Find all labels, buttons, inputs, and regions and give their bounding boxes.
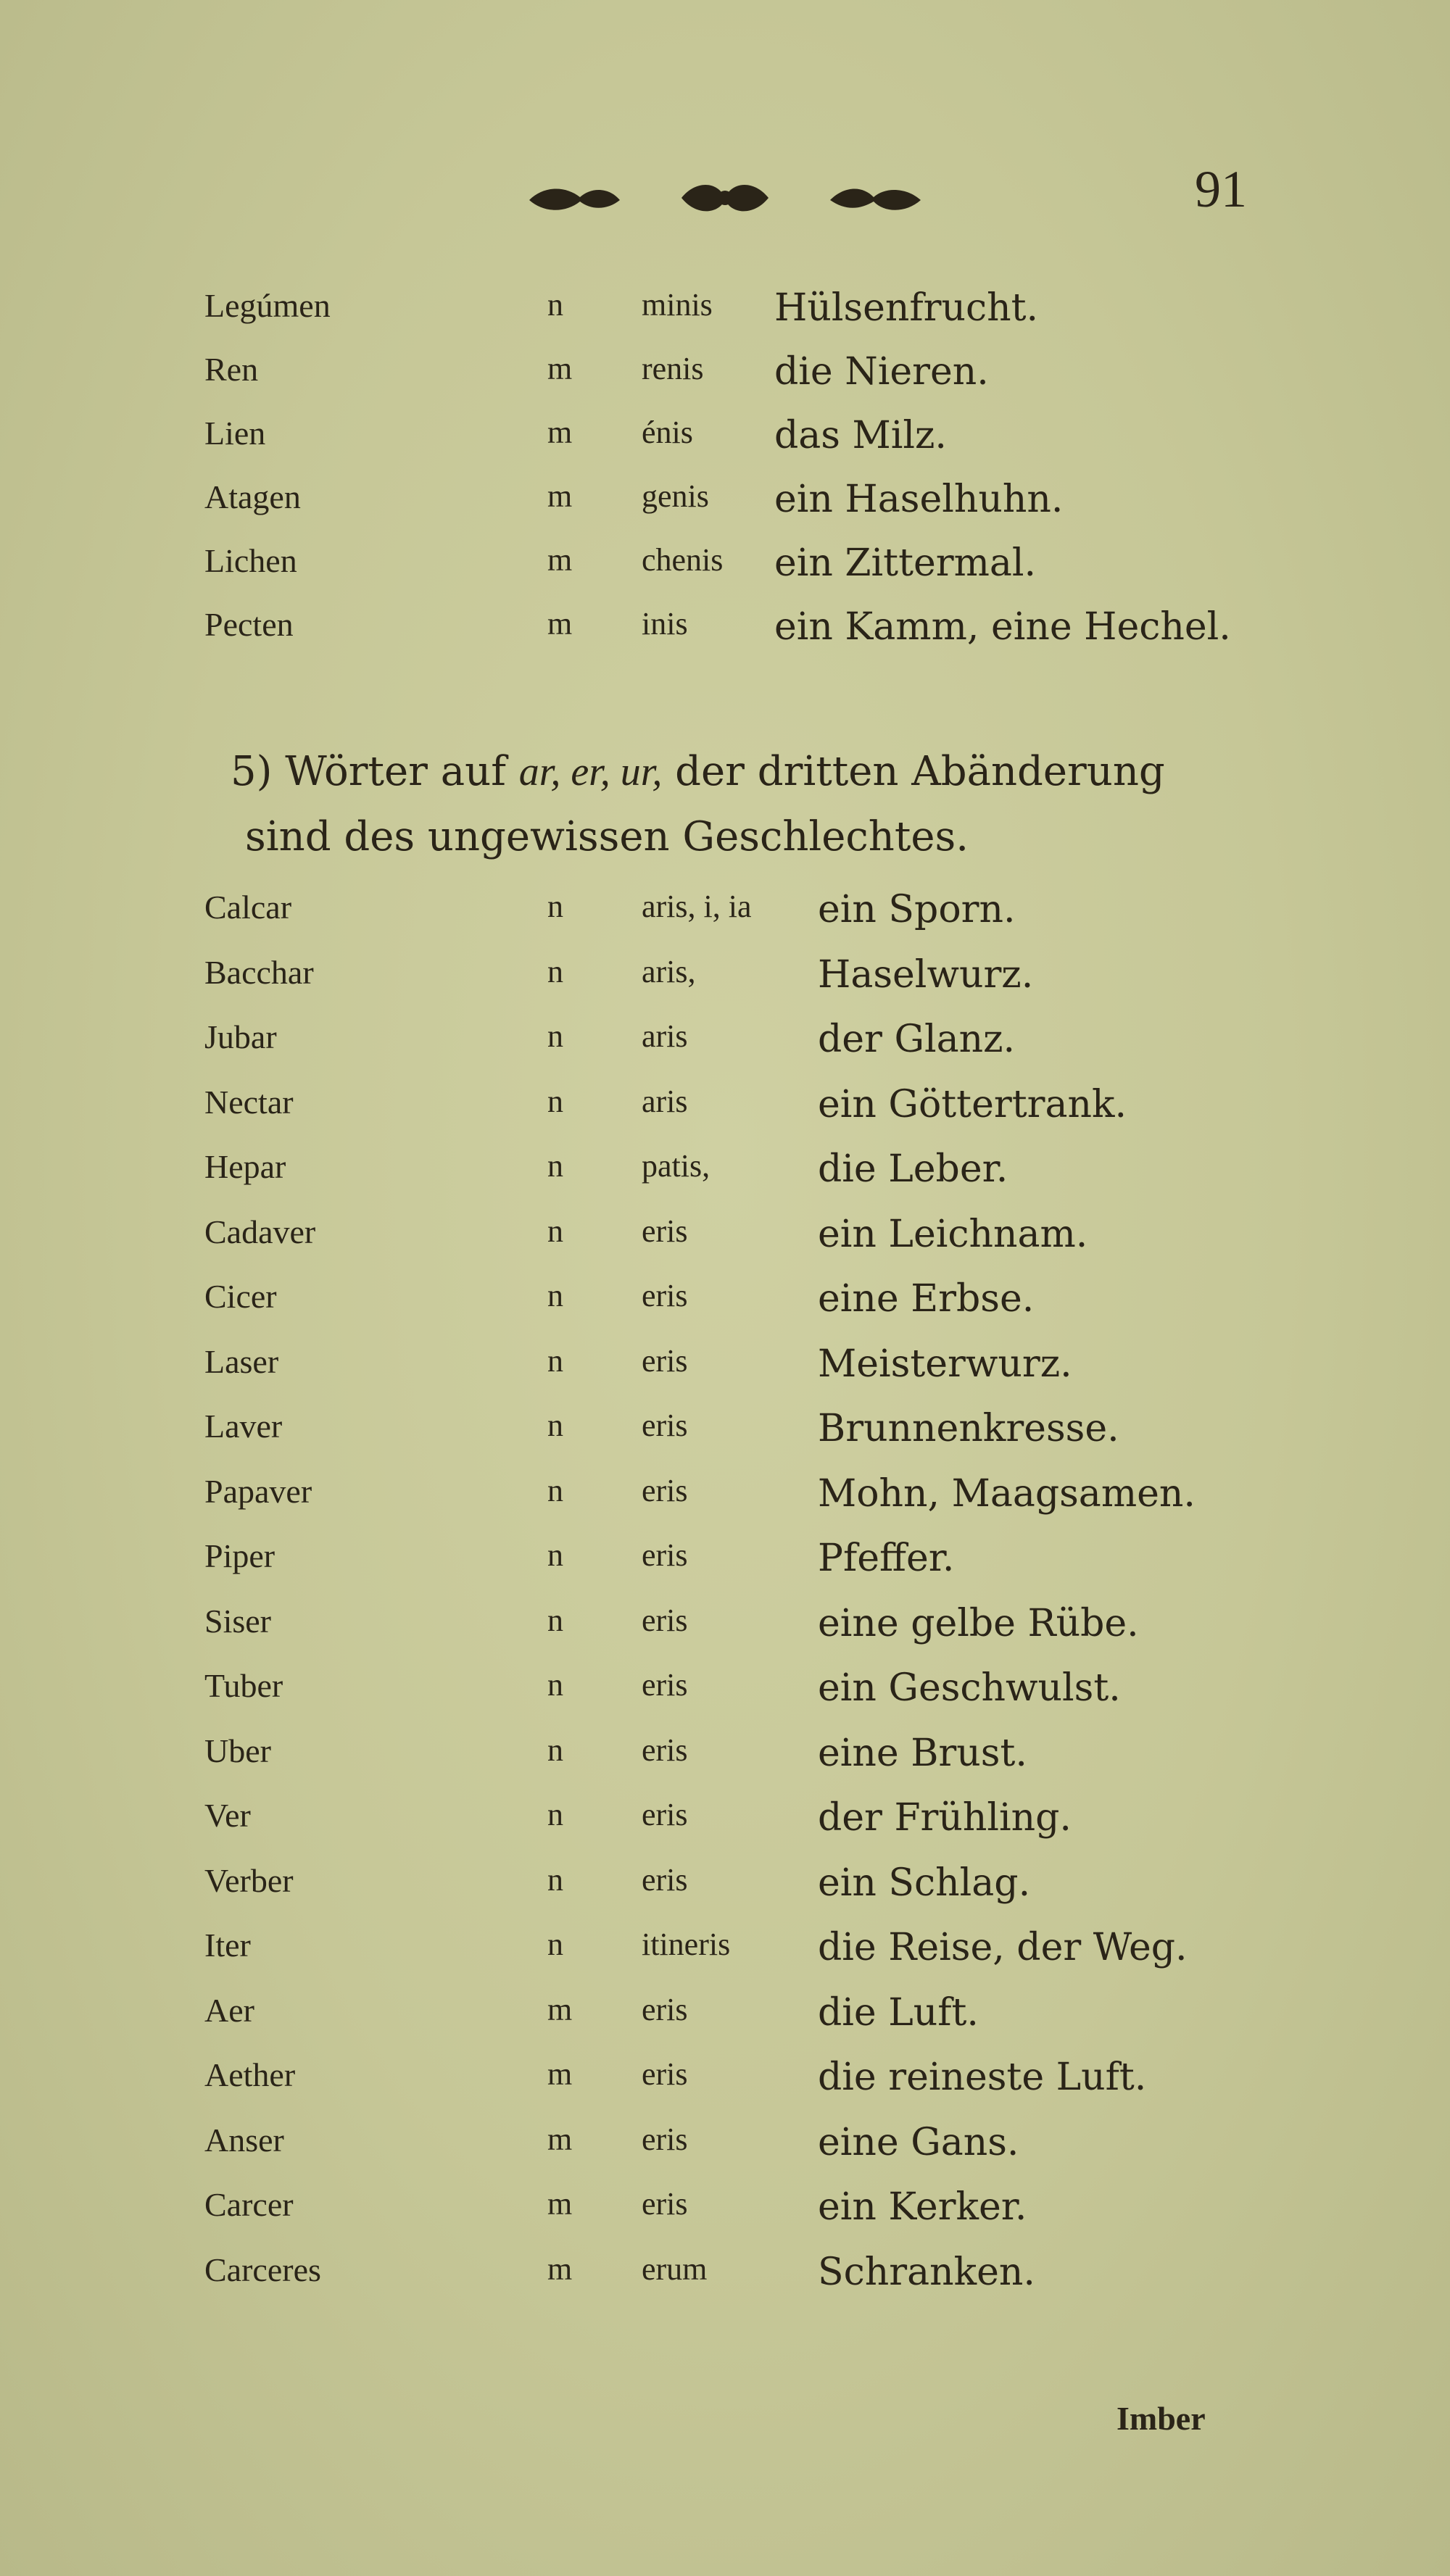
table-row [0, 1277, 1450, 1335]
table-row [0, 1213, 1450, 1271]
genitive-ending: eris [642, 1797, 688, 1832]
latin-word: Iter [204, 1927, 251, 1964]
german-meaning: ein Zittermal. [774, 541, 1037, 585]
german-meaning: die reineste Luft. [818, 2056, 1147, 2099]
gender-marker: m [547, 2056, 573, 2092]
table-row [0, 1083, 1450, 1141]
german-meaning: ein Haselhuhn. [774, 478, 1064, 521]
german-meaning: ein Göttertrank. [818, 1082, 1127, 1126]
genitive-ending: eris [642, 1732, 688, 1768]
latin-word: Bacchar [204, 953, 314, 991]
table-row [0, 2121, 1450, 2179]
german-meaning: eine Gans. [818, 2120, 1019, 2164]
page-number: 91 [1195, 160, 1247, 218]
latin-word: Cicer [204, 1278, 277, 1315]
gender-marker: n [547, 1408, 563, 1443]
genitive-ending: eris [642, 1213, 688, 1249]
gender-marker: n [547, 1472, 563, 1508]
genitive-ending: eris [642, 2186, 688, 2222]
german-meaning: die Reise, der Weg. [818, 1926, 1188, 1969]
gender-marker: n [547, 1732, 563, 1768]
german-meaning: das Milz. [774, 414, 947, 457]
genitive-ending: eris [642, 2121, 688, 2157]
heading-endings: ar, er, ur, [518, 749, 663, 794]
latin-word: Siser [204, 1602, 271, 1640]
german-meaning: der Frühling. [818, 1796, 1072, 1840]
gender-marker: n [547, 1342, 563, 1379]
heading-prefix: 5) Wörter auf [231, 748, 506, 795]
latin-word: Atagen [204, 478, 301, 515]
latin-word: Piper [204, 1537, 276, 1574]
genitive-ending: eris [642, 1667, 688, 1703]
latin-word: Papaver [204, 1472, 312, 1510]
gender-marker: m [547, 351, 573, 386]
latin-word: Tuber [204, 1667, 283, 1704]
latin-word: Aer [204, 1991, 254, 2029]
table-row [0, 1147, 1450, 1205]
gender-marker: n [547, 1602, 563, 1638]
genitive-ending: genis [642, 478, 709, 514]
gender-marker: m [547, 478, 573, 514]
gender-marker: m [547, 606, 573, 641]
genitive-ending: minis [642, 287, 713, 323]
german-meaning: Mohn, Maagsamen. [818, 1471, 1196, 1516]
table-row [0, 605, 1450, 663]
gender-marker: n [547, 1278, 563, 1313]
genitive-ending: erum [642, 2251, 708, 2287]
header-ornament [522, 165, 928, 230]
german-meaning: Meisterwurz. [818, 1342, 1072, 1386]
gender-marker: m [547, 542, 573, 578]
latin-word: Lien [204, 415, 266, 452]
table-row [0, 1537, 1450, 1595]
german-meaning: eine Erbse. [818, 1277, 1035, 1321]
table-row [0, 1472, 1450, 1530]
gender-marker: n [547, 1018, 563, 1054]
gender-marker: n [547, 1213, 563, 1249]
gender-marker: n [547, 1148, 563, 1184]
table-row [0, 286, 1450, 344]
genitive-ending: inis [642, 606, 688, 641]
gender-marker: m [547, 2121, 573, 2157]
genitive-ending: énis [642, 415, 693, 450]
table-row [0, 1796, 1450, 1854]
latin-word: Pecten [204, 606, 294, 643]
latin-word: Ver [204, 1797, 251, 1834]
latin-word: Carceres [204, 2251, 321, 2288]
table-row [0, 2251, 1450, 2309]
german-meaning: Hülsenfrucht. [774, 286, 1039, 330]
gender-marker: n [547, 1667, 563, 1703]
genitive-ending: eris [642, 2056, 688, 2092]
table-row [0, 1732, 1450, 1790]
genitive-ending: eris [642, 1861, 688, 1898]
german-meaning: die Nieren. [774, 350, 989, 394]
gender-marker: n [547, 1537, 563, 1573]
genitive-ending: patis, [642, 1148, 710, 1184]
catchword: Imber [1116, 2400, 1206, 2437]
genitive-ending: chenis [642, 542, 724, 578]
table-row [0, 1861, 1450, 1919]
genitive-ending: eris [642, 1342, 688, 1379]
gender-marker: n [547, 287, 563, 323]
table-row [0, 1018, 1450, 1076]
table-row [0, 541, 1450, 599]
genitive-ending: eris [642, 1537, 688, 1573]
german-meaning: eine Brust. [818, 1731, 1027, 1775]
genitive-ending: aris, [642, 953, 696, 989]
german-meaning: ein Sporn. [818, 888, 1016, 931]
table-row [0, 1342, 1450, 1400]
gender-marker: m [547, 415, 573, 450]
genitive-ending: eris [642, 1278, 688, 1313]
gender-marker: n [547, 1797, 563, 1832]
german-meaning: ein Leichnam. [818, 1212, 1088, 1256]
table-row [0, 2056, 1450, 2114]
table-row [0, 1991, 1450, 2049]
german-meaning: ein Schlag. [818, 1861, 1031, 1905]
gender-marker: n [547, 953, 563, 989]
german-meaning: Brunnenkresse. [818, 1407, 1119, 1450]
german-meaning: Haselwurz. [818, 952, 1034, 997]
gender-marker: n [547, 1083, 563, 1119]
table-row [0, 1407, 1450, 1465]
latin-word: Lichen [204, 542, 297, 579]
german-meaning: ein Geschwulst. [818, 1666, 1121, 1710]
gender-marker: n [547, 889, 563, 924]
genitive-ending: aris, i, ia [642, 889, 752, 924]
german-meaning: die Luft. [818, 1990, 979, 2035]
gender-marker: m [547, 2251, 573, 2287]
genitive-ending: eris [642, 1991, 688, 2027]
latin-word: Carcer [204, 2186, 294, 2223]
heading-rest: der dritten Abänderung [675, 748, 1165, 795]
table-row [0, 414, 1450, 472]
gender-marker: n [547, 1861, 563, 1898]
table-row [0, 953, 1450, 1011]
genitive-ending: renis [642, 351, 704, 386]
genitive-ending: aris [642, 1018, 688, 1054]
german-meaning: Schranken. [818, 2250, 1035, 2294]
latin-word: Nectar [204, 1083, 294, 1121]
latin-word: Jubar [204, 1018, 277, 1055]
german-meaning: ein Kerker. [818, 2185, 1027, 2229]
german-meaning: ein Kamm, eine Hechel. [774, 605, 1231, 649]
genitive-ending: aris [642, 1083, 688, 1119]
latin-word: Cadaver [204, 1213, 316, 1250]
table-row [0, 888, 1450, 946]
gender-marker: n [547, 1927, 563, 1962]
table-row [0, 350, 1450, 408]
latin-word: Calcar [204, 889, 292, 926]
latin-word: Ren [204, 351, 259, 388]
section-heading [231, 739, 1282, 870]
table-row [0, 478, 1450, 536]
table-row [0, 1926, 1450, 1984]
gender-marker: m [547, 1991, 573, 2027]
table-row [0, 1602, 1450, 1660]
genitive-ending: itineris [642, 1927, 731, 1962]
latin-word: Laser [204, 1342, 279, 1380]
latin-word: Verber [204, 1861, 294, 1899]
latin-word: Aether [204, 2056, 296, 2093]
german-meaning: Pfeffer. [818, 1537, 955, 1580]
gender-marker: m [547, 2186, 573, 2222]
latin-word: Legúmen [204, 287, 331, 324]
heading-line-2: sind des ungewissen Geschlechtes. [245, 813, 969, 860]
german-meaning: eine gelbe Rübe. [818, 1601, 1139, 1645]
latin-word: Anser [204, 2121, 284, 2159]
latin-word: Hepar [204, 1148, 286, 1185]
table-row [0, 1666, 1450, 1724]
german-meaning: die Leber. [818, 1147, 1008, 1191]
table-row [0, 2185, 1450, 2243]
genitive-ending: eris [642, 1602, 688, 1638]
latin-word: Uber [204, 1732, 271, 1769]
genitive-ending: eris [642, 1472, 688, 1508]
german-meaning: der Glanz. [818, 1018, 1016, 1061]
latin-word: Laver [204, 1408, 283, 1445]
genitive-ending: eris [642, 1408, 688, 1443]
